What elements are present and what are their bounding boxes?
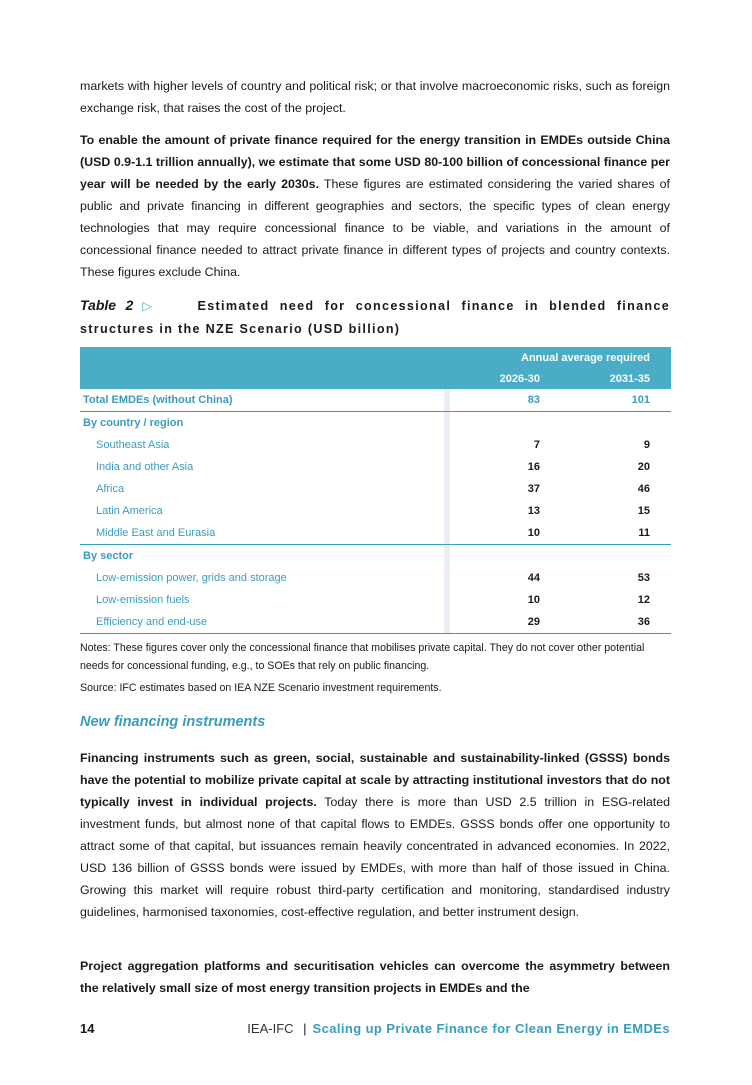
data-table bbox=[80, 347, 671, 634]
cell: 37 bbox=[527, 483, 540, 495]
table-row bbox=[80, 389, 671, 412]
paragraph: markets with higher levels of country and political risk; or that involve macroeconomic risks, such as foreign exchange risk, that raises the cost of the project. bbox=[80, 79, 670, 115]
table-row bbox=[80, 522, 671, 545]
paragraph bbox=[80, 955, 670, 999]
triangle-icon: ▷ bbox=[142, 299, 158, 313]
group-header: Annual average required bbox=[450, 347, 671, 369]
table-source: Source: IFC estimates based on IEA NZE Scenario investment requirements. bbox=[80, 682, 442, 694]
row-label: Latin America bbox=[96, 505, 163, 517]
cell: 16 bbox=[527, 461, 540, 473]
section-heading: New financing instruments bbox=[80, 714, 266, 730]
paragraph-bold: Financing instruments such as green, social, sustainable and sustainability-linked (GSSS) bonds have the potential to mobilize private capital at scale by attracting institutional investors that do not typically invest in individual projects. bbox=[80, 751, 670, 809]
paragraph-text: Today there is more than USD 2.5 trillion in ESG-related investment funds, but almost none of that capital flows to EMDEs. GSSS bonds offer one opportunity to attract some of that capital, but issuances remain heavily concentrated in advanced economies. In 2022, USD 136 billion of GSSS bonds were issued by EMDEs, with more than half of those issued in China. Growing this market will require robust third-party certification and monitoring, standardised industry guidelines, harmonised taxonomies, cost-effective regulation, and better instrument design. bbox=[80, 795, 671, 919]
table-notes: Notes: These figures cover only the concessional finance that mobilises private capital. They do not cover other potential needs for concessional funding, e.g., to SOEs that rely on public financing. bbox=[80, 642, 645, 672]
cell: 9 bbox=[643, 439, 650, 451]
table-row bbox=[80, 456, 671, 478]
table-row bbox=[80, 434, 671, 456]
table-row bbox=[80, 611, 671, 634]
cell: 101 bbox=[540, 389, 671, 412]
table-row bbox=[80, 500, 671, 522]
row-label: Southeast Asia bbox=[96, 439, 170, 451]
cell: 13 bbox=[527, 505, 540, 517]
table-label: Table 2 bbox=[80, 297, 134, 313]
table-title-text: Estimated need for concessional finance in blended finance structures in the NZE Scenario (USD billion) bbox=[80, 299, 671, 336]
row-label: India and other Asia bbox=[96, 461, 194, 473]
cell: 15 bbox=[637, 505, 650, 517]
paragraph-bold: To enable the amount of private finance required for the energy transition in EMDEs outside China (USD 0.9-1.1 trillion annually), we estimate that some USD 80-100 billion of concessional finance per year will be needed by the early 2030s. bbox=[80, 133, 670, 191]
table-row bbox=[80, 567, 671, 589]
row-label: Efficiency and end-use bbox=[80, 611, 444, 634]
section-header: By country / region bbox=[83, 417, 184, 429]
cell: 36 bbox=[540, 611, 671, 634]
cell: 29 bbox=[450, 611, 540, 634]
paragraph bbox=[80, 129, 670, 283]
footer-org: IEA-IFC bbox=[247, 1021, 294, 1036]
section-header: By sector bbox=[83, 550, 134, 562]
row-label: Total EMDEs (without China) bbox=[80, 389, 444, 412]
cell: 7 bbox=[533, 439, 540, 451]
paragraph-text: These figures are estimated considering the varied shares of public and private financing in different geographies and sectors, the specific types of clean energy technologies that may require concessional finance to be viable, and variations in the amount of concessional finance needed to attract private finance in different types of projects and country contexts. These figures exclude China. bbox=[80, 177, 671, 279]
cell: 44 bbox=[527, 572, 540, 584]
cell: 53 bbox=[637, 572, 650, 584]
col-header: 2031-35 bbox=[540, 369, 671, 389]
footer-title: Scaling up Private Finance for Clean Energy in EMDEs bbox=[312, 1021, 670, 1036]
paragraph bbox=[80, 747, 670, 923]
cell: 10 bbox=[527, 594, 540, 606]
cell: 10 bbox=[450, 522, 540, 545]
row-label: Low-emission fuels bbox=[96, 594, 190, 606]
cell: 83 bbox=[450, 389, 540, 412]
row-label: Low-emission power, grids and storage bbox=[96, 572, 287, 584]
page-number: 14 bbox=[80, 1021, 95, 1036]
cell: 20 bbox=[637, 461, 650, 473]
table-row bbox=[80, 478, 671, 500]
table-title bbox=[80, 294, 670, 341]
footer-separator: | bbox=[303, 1021, 307, 1036]
paragraph-bold: Project aggregation platforms and securitisation vehicles can overcome the asymmetry between the relatively small size of most energy transition projects in EMDEs and the bbox=[80, 959, 670, 995]
row-label: Middle East and Eurasia bbox=[80, 522, 444, 545]
cell: 12 bbox=[637, 594, 650, 606]
cell: 11 bbox=[540, 522, 671, 545]
row-label: Africa bbox=[96, 483, 125, 495]
table-row bbox=[80, 589, 671, 611]
col-header: 2026-30 bbox=[450, 369, 540, 389]
cell: 46 bbox=[637, 483, 650, 495]
running-footer bbox=[247, 1021, 670, 1036]
